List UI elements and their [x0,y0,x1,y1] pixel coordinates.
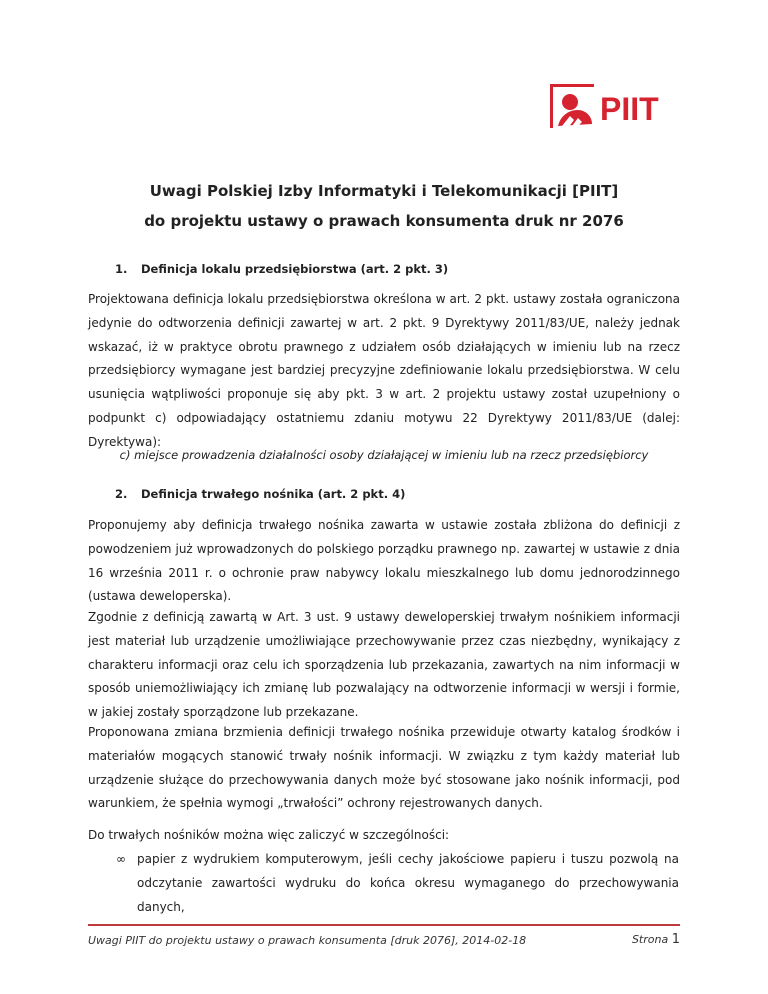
section-title: Definicja trwałego nośnika (art. 2 pkt. 4) [141,487,406,501]
piit-logo [548,80,678,132]
section-number: 1. [115,262,128,276]
paragraph: Proponowana zmiana brzmienia definicji trwałego nośnika przewiduje otwarty katalog środków i materiałów mogących stanowić trwały nośnik informacji. W związku z tym każdy materiał lub urządzenie służące do przechowywania danych może być stosowane jako nośnik informacji, pod warunkiem, że spełnia wymogi „trwałości” ochrony rejestrowanych danych. [88,725,680,811]
footer-divider [88,924,680,926]
footer-document-info: Uwagi PIIT do projektu ustawy o prawach konsumenta [druk 2076], 2014-02-18 [88,934,527,947]
section-number: 2. [115,487,128,501]
paragraph: Projektowana definicja lokalu przedsiębiorstwa określona w art. 2 pkt. ustawy została ograniczona jedynie do odtworzenia definicji zawartej w art. 2 pkt. 9 Dyrektywy 2011/83/UE, należy jednak wskazać, iż w praktyce obrotu prawnego z udziałem osób działających w imieniu lub na rzecz przedsiębiorcy wymagane jest bardziej precyzyjne zdefiniowanie lokalu przedsiębiorstwa. W celu usunięcia wątpliwości proponuje się aby pkt. 3 w art. 2 projektu ustawy został uzupełniony o podpunkt c) odpowiadający ostatniemu zdaniu motywu 22 Dyrektywy 2011/83/UE (dalej: Dyrektywa): [88,292,680,449]
piit-logo-icon [548,80,678,132]
document-title-line-1: Uwagi Polskiej Izby Informatyki i Telekomunikacji [PIIT] [149,182,619,200]
section-title: Definicja lokalu przedsiębiorstwa (art. 2 pkt. 3) [141,262,449,276]
page-number: 1 [671,932,680,947]
paragraph: Zgodnie z definicją zawartą w Art. 3 ust. 9 ustawy deweloperskiej trwałym nośnikiem informacji jest materiał lub urządzenie umożliwiające przechowywanie przez czas niezbędny, wynikający z charakteru informacji oraz celu ich sporządzenia lub przekazania, zawartych na nim informacji w sposób uniemożliwiający ich zmianę lub pozwalający na odtworzenie informacji w wersji i formie, w jakiej zostały sporządzone lub przekazane. [88,610,680,720]
paragraph: Proponujemy aby definicja trwałego nośnika zawarta w ustawie została zbliżona do definicji z powodzeniem już wprowadzonych do polskiego porządku prawnego np. zawartej w ustawie z dnia 16 września 2011 r. o ochronie praw nabywcy lokalu mieszkalnego lub domu jednorodzinnego (ustawa deweloperska). [88,518,680,604]
list-item: papier z wydrukiem komputerowym, jeśli cechy jakościowe papieru i tuszu pozwolą na odczytanie zawartości wydruku do końca okresu wymaganego do przechowywania danych, [137,852,679,914]
page-label: Strona [631,933,669,946]
document-title-line-2: do projektu ustawy o prawach konsumenta druk nr 2076 [144,212,624,230]
paragraph: Do trwałych nośników można więc zaliczyć w szczególności: [88,828,450,842]
logo-text: PIIT [600,91,659,127]
bullet-symbol: ∞ [116,852,126,866]
proposed-clause: c) miejsce prowadzenia działalności osoby działającej w imieniu lub na rzecz przedsiębiorcy [119,448,649,462]
page-indicator [632,932,680,947]
